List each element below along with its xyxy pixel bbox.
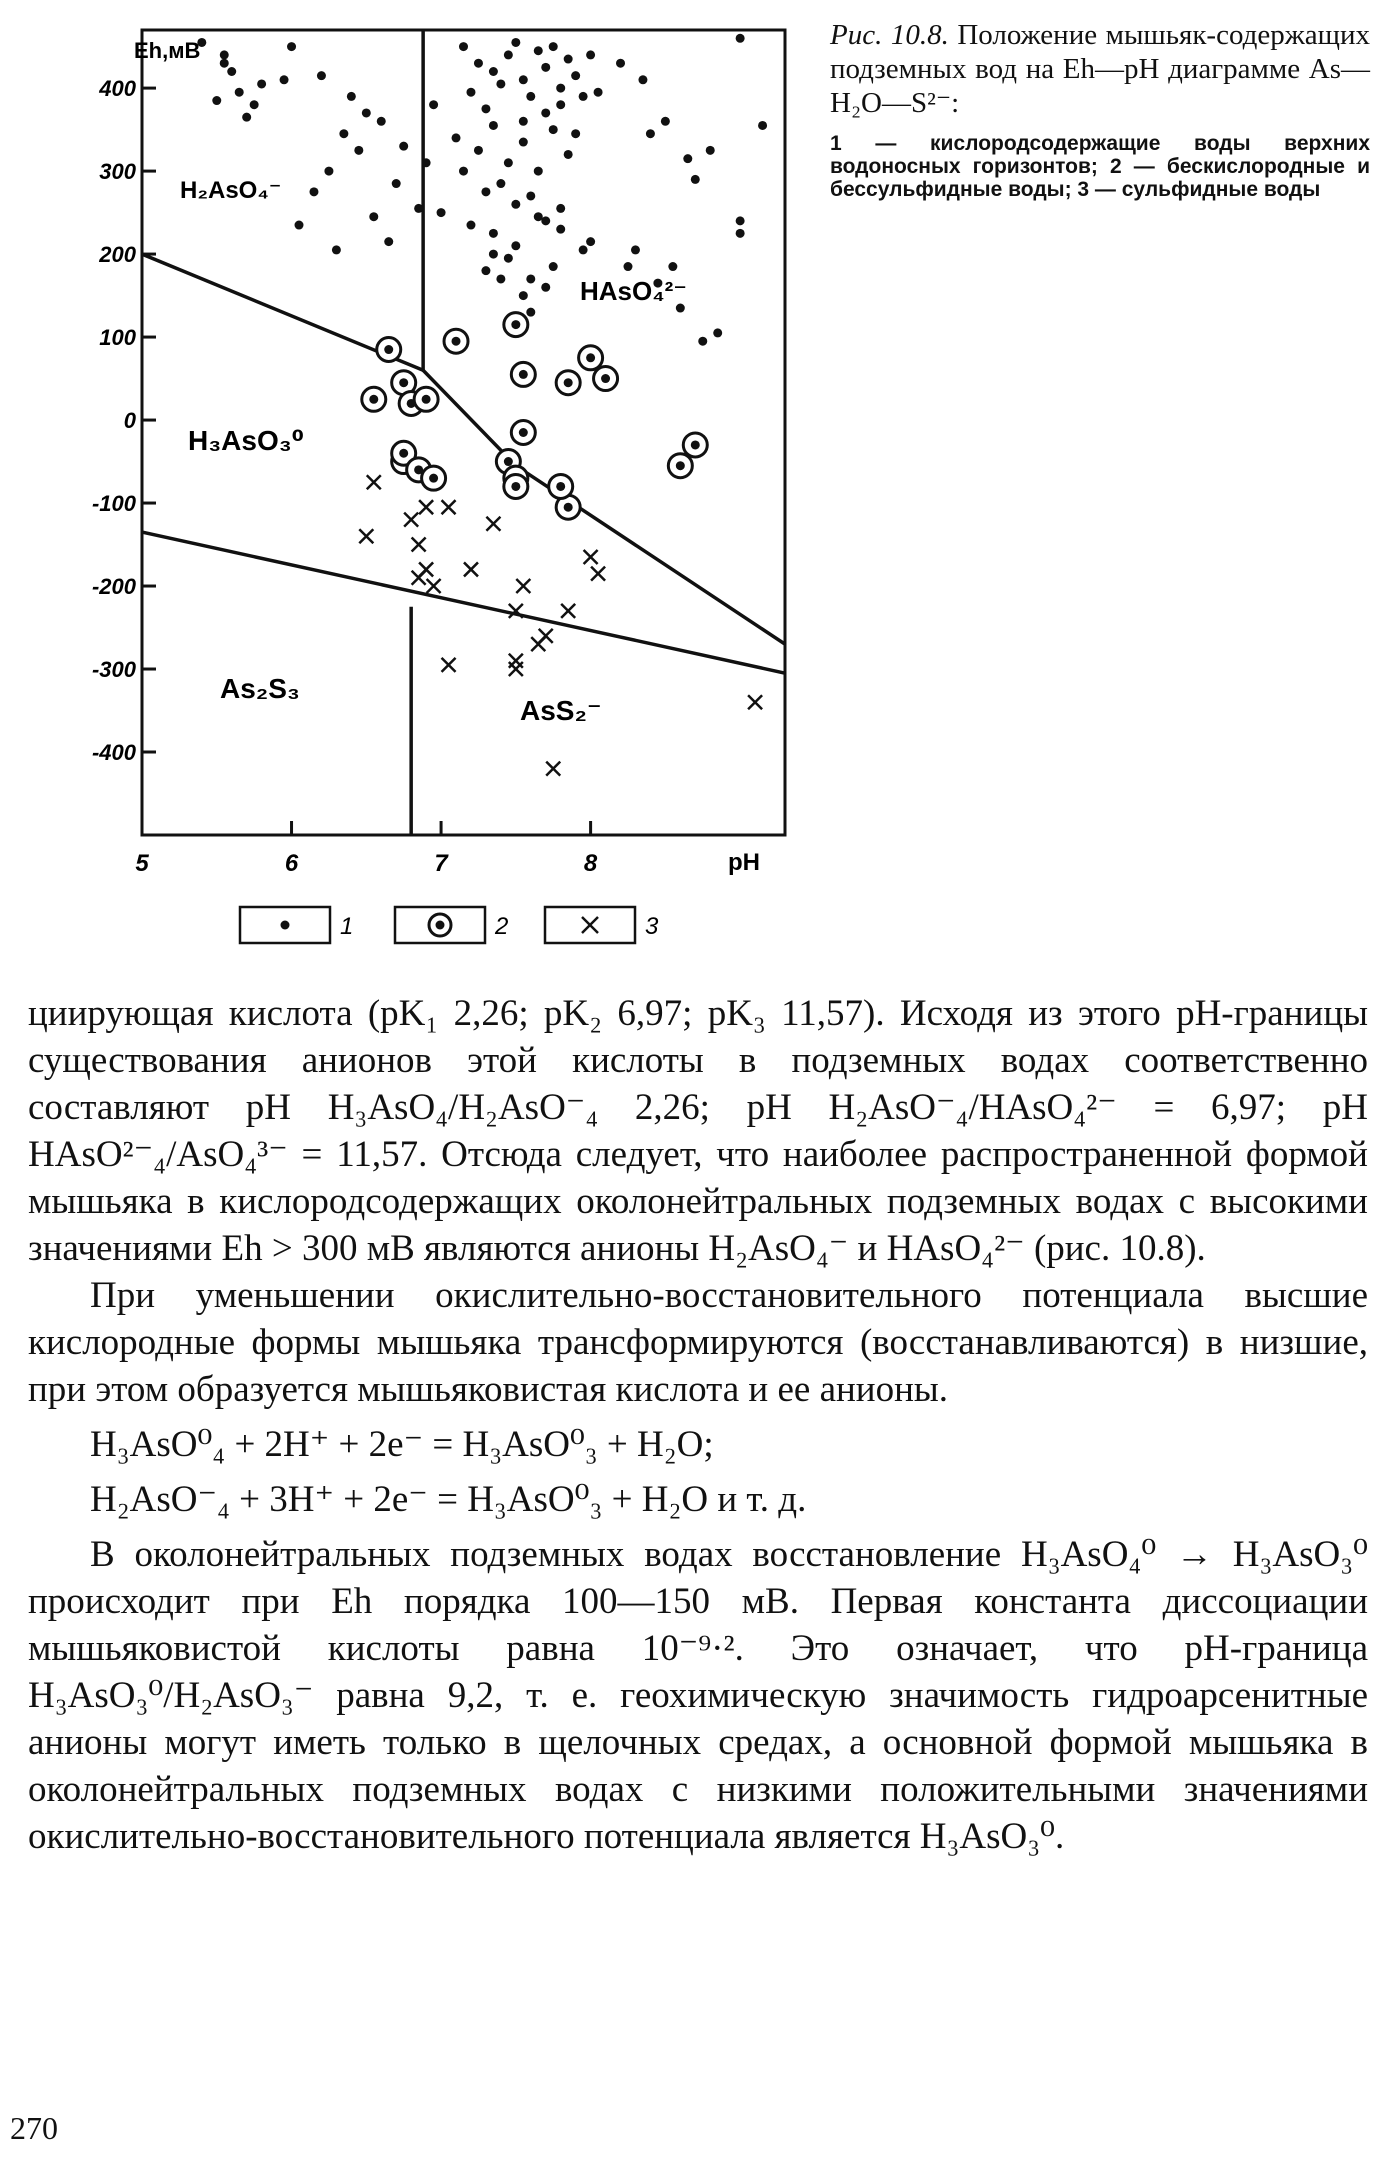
data-point-oxygen — [496, 79, 505, 88]
data-point-sulfide — [359, 529, 373, 543]
data-point-oxygen — [422, 158, 431, 167]
field-as2s3: As₂S₃ — [220, 673, 300, 704]
data-point-oxygen — [534, 212, 543, 221]
data-point-oxygen — [526, 191, 535, 200]
data-point-sulfide — [509, 654, 523, 668]
data-point-oxygen — [586, 237, 595, 246]
y-tick-label: 400 — [99, 76, 136, 102]
data-point-oxygen — [586, 50, 595, 59]
data-point-oxygen — [324, 167, 333, 176]
data-point-oxygen — [496, 274, 505, 283]
y-tick-label: 0 — [123, 408, 136, 434]
data-point-anoxic — [511, 362, 535, 386]
data-point-oxygen — [526, 274, 535, 283]
chart-svg — [91, 30, 790, 950]
data-point-oxygen — [474, 146, 483, 155]
data-point-oxygen — [511, 241, 520, 250]
data-point-oxygen — [706, 146, 715, 155]
data-point-oxygen — [549, 125, 558, 134]
data-point-oxygen — [399, 142, 408, 151]
x-axis-label: pH — [728, 849, 760, 876]
boundary-line-4 — [142, 532, 785, 673]
data-point-anoxic — [668, 454, 692, 478]
data-point-anoxic — [362, 387, 386, 411]
data-point-oxygen — [758, 121, 767, 130]
x-tick-label: 7 — [434, 850, 448, 877]
data-point-oxygen — [519, 117, 528, 126]
data-point-oxygen — [661, 117, 670, 126]
figure-caption — [830, 18, 1370, 201]
data-point-oxygen — [519, 291, 528, 300]
data-point-oxygen — [519, 75, 528, 84]
data-point-sulfide — [748, 695, 762, 709]
data-point-oxygen — [339, 129, 348, 138]
data-point-oxygen — [466, 221, 475, 230]
data-point-anoxic — [683, 433, 707, 457]
data-point-oxygen — [362, 108, 371, 117]
equation-2: H₂AsO⁻₄ + 3H⁺ + 2e⁻ = H₃AsO⁰₃ + H₂O и т. д. — [90, 1479, 807, 1520]
data-point-anoxic — [504, 313, 528, 337]
data-point-oxygen — [526, 308, 535, 317]
data-point-sulfide — [419, 500, 433, 514]
data-point-oxygen — [638, 75, 647, 84]
data-point-oxygen — [317, 71, 326, 80]
data-point-sulfide — [591, 567, 605, 581]
eh-ph-diagram — [91, 30, 790, 950]
data-point-oxygen — [384, 237, 393, 246]
data-point-anoxic — [556, 371, 580, 395]
data-point-anoxic — [444, 329, 468, 353]
data-point-oxygen — [691, 175, 700, 184]
data-point-oxygen — [511, 200, 520, 209]
data-point-oxygen — [526, 92, 535, 101]
x-tick-label: 8 — [583, 850, 598, 877]
data-point-oxygen — [698, 337, 707, 346]
data-point-oxygen — [511, 38, 520, 47]
data-point-oxygen — [504, 50, 513, 59]
data-point-oxygen — [504, 158, 513, 167]
data-point-oxygen — [668, 262, 677, 271]
data-point-oxygen — [736, 229, 745, 238]
data-point-anoxic — [511, 421, 535, 445]
data-point-oxygen — [452, 133, 461, 142]
data-point-anoxic — [377, 338, 401, 362]
data-point-oxygen — [481, 266, 490, 275]
boundary-line-3 — [423, 370, 785, 644]
data-point-sulfide — [516, 579, 530, 593]
data-point-sulfide — [412, 571, 426, 585]
data-point-anoxic — [414, 387, 438, 411]
data-point-oxygen — [556, 204, 565, 213]
data-point-sulfide — [367, 475, 381, 489]
data-point-sulfide — [442, 658, 456, 672]
data-point-oxygen — [571, 129, 580, 138]
data-point-oxygen — [534, 46, 543, 55]
data-point-oxygen — [332, 245, 341, 254]
data-point-oxygen — [504, 254, 513, 263]
data-point-oxygen — [220, 50, 229, 59]
caption-text: Положение мышьяк-содержащих подземных вод на Eh—pH диаграмме As—H₂O—S²⁻: — [830, 19, 1370, 119]
x-tick-label: 6 — [284, 850, 299, 877]
data-point-oxygen — [736, 34, 745, 43]
data-point-oxygen — [235, 88, 244, 97]
body-text — [28, 990, 1368, 1860]
legend-label: 1 — [340, 913, 354, 940]
y-tick-label: 200 — [99, 242, 136, 268]
legend-item-3 — [545, 907, 659, 943]
data-point-oxygen — [579, 92, 588, 101]
data-point-oxygen — [549, 42, 558, 51]
data-point-oxygen — [549, 262, 558, 271]
data-point-oxygen — [489, 67, 498, 76]
caption-title — [830, 18, 1370, 120]
y-tick-label: -400 — [91, 740, 136, 766]
equation-1: H₃AsO⁰₄ + 2H⁺ + 2e⁻ = H₃AsO⁰₃ + H₂O; — [90, 1424, 714, 1465]
legend-label: 2 — [495, 913, 509, 940]
data-point-oxygen — [287, 42, 296, 51]
data-point-sulfide — [531, 637, 545, 651]
data-point-oxygen — [489, 250, 498, 259]
data-point-oxygen — [571, 71, 580, 80]
data-point-oxygen — [519, 138, 528, 147]
data-point-oxygen — [242, 113, 251, 122]
data-point-oxygen — [250, 100, 259, 109]
data-point-sulfide — [546, 762, 560, 776]
data-point-anoxic — [422, 466, 446, 490]
data-point-sulfide — [427, 579, 441, 593]
data-point-oxygen — [309, 187, 318, 196]
data-point-oxygen — [496, 179, 505, 188]
data-point-oxygen — [377, 117, 386, 126]
data-point-oxygen — [466, 88, 475, 97]
data-point-sulfide — [561, 604, 575, 618]
caption-label: Рис. 10.8. — [830, 19, 949, 51]
data-point-oxygen — [280, 75, 289, 84]
data-point-anoxic — [594, 367, 618, 391]
data-point-oxygen — [227, 67, 236, 76]
data-point-sulfide — [464, 562, 478, 576]
data-point-oxygen — [534, 167, 543, 176]
data-point-oxygen — [474, 59, 483, 68]
data-point-oxygen — [541, 63, 550, 72]
data-point-oxygen — [564, 55, 573, 64]
data-point-oxygen — [579, 245, 588, 254]
data-point-oxygen — [489, 229, 498, 238]
data-point-oxygen — [556, 225, 565, 234]
field-haso4: HAsO₄²⁻ — [580, 276, 688, 306]
data-point-anoxic — [549, 474, 573, 498]
data-point-oxygen — [437, 208, 446, 217]
x-tick-label: 5 — [135, 850, 149, 877]
y-tick-label: -200 — [91, 574, 136, 600]
data-point-oxygen — [646, 129, 655, 138]
legend-item-2 — [395, 907, 508, 943]
data-point-sulfide — [404, 513, 418, 527]
data-point-oxygen — [414, 204, 423, 213]
data-point-sulfide — [486, 517, 500, 531]
data-point-oxygen — [623, 262, 632, 271]
data-point-oxygen — [631, 245, 640, 254]
data-point-oxygen — [295, 221, 304, 230]
data-point-oxygen — [212, 96, 221, 105]
data-point-oxygen — [354, 146, 363, 155]
data-point-oxygen — [616, 59, 625, 68]
data-point-sulfide — [584, 550, 598, 564]
data-point-oxygen — [220, 59, 229, 68]
data-point-oxygen — [429, 100, 438, 109]
data-point-oxygen — [564, 150, 573, 159]
field-h2aso4: H₂AsO₄⁻ — [180, 177, 282, 204]
y-tick-label: -300 — [91, 657, 136, 683]
data-point-anoxic — [579, 346, 603, 370]
paragraph-1: циирующая кислота (pK₁ 2,26; pK₂ 6,97; pK₃ 11,57). Исходя из этого pH-границы существования анионов этой кислоты в подземных водах соответственно составляют pH H₃AsO₄/H₂AsO⁻₄ 2,26; pH H₂AsO⁻₄/HAsO₄²⁻ = 6,97; pH HAsO²⁻₄/AsO₄³⁻ = 11,57. Отсюда следует, что наиболее распространенной формой мышьяка в кислородсодержащих околонейтральных подземных водах с высокими значениями Eh > 300 мВ являются анионы H₂AsO₄⁻ и HAsO₄²⁻ (рис. 10.8). — [28, 993, 1368, 1269]
data-point-oxygen — [459, 42, 468, 51]
data-point-anoxic — [504, 474, 528, 498]
data-point-oxygen — [481, 187, 490, 196]
data-point-oxygen — [481, 104, 490, 113]
y-tick-label: 300 — [99, 159, 136, 185]
paragraph-3: В околонейтральных подземных водах восстановление H₃AsO₄⁰ → H₃AsO₃⁰ происходит при Eh порядка 100—150 мВ. Первая константа диссоциации мышьяковистой кислоты равна 10⁻⁹·². Это означает, что pH-граница H₃AsO₃⁰/H₂AsO₃⁻ равна 9,2, т. е. геохимическую значимость гидроарсенитные анионы могут иметь только в щелочных средах, а основной формой мышьяка в околонейтральных подземных водах с низкими положительными значениями окислительно-восстановительного потенциала является H₃AsO₃⁰. — [28, 1534, 1368, 1857]
legend-label: 3 — [645, 913, 659, 940]
field-ass2: AsS₂⁻ — [520, 695, 602, 726]
data-point-oxygen — [683, 154, 692, 163]
data-point-sulfide — [412, 538, 426, 552]
data-point-oxygen — [541, 283, 550, 292]
y-tick-label: -100 — [91, 491, 136, 517]
page-number: 270 — [10, 2110, 58, 2146]
data-point-oxygen — [369, 212, 378, 221]
data-point-oxygen — [594, 88, 603, 97]
y-tick-label: 100 — [99, 325, 136, 351]
data-point-sulfide — [442, 500, 456, 514]
legend — [240, 907, 659, 943]
field-h3aso3: H₃AsO₃⁰ — [188, 425, 304, 456]
legend-item-1 — [240, 907, 353, 943]
y-axis-label: Eh,мВ — [134, 38, 201, 63]
data-point-oxygen — [736, 216, 745, 225]
data-point-oxygen — [556, 84, 565, 93]
data-point-oxygen — [556, 100, 565, 109]
data-point-oxygen — [541, 108, 550, 117]
data-point-oxygen — [713, 328, 722, 337]
data-point-oxygen — [459, 167, 468, 176]
data-point-oxygen — [347, 92, 356, 101]
data-point-oxygen — [257, 79, 266, 88]
paragraph-2: При уменьшении окислительно-восстановительного потенциала высшие кислородные формы мышьяка трансформируются (восстанавливаются) в низшие, при этом образуется мышьяковистая кислота и ее анионы. — [28, 1275, 1368, 1410]
data-point-oxygen — [489, 121, 498, 130]
data-point-oxygen — [392, 179, 401, 188]
caption-legend: 1 — кислородсодержащие воды верхних водоносных горизонтов; 2 — бескислородные и бессульфидные воды; 3 — сульфидные воды — [830, 132, 1370, 201]
